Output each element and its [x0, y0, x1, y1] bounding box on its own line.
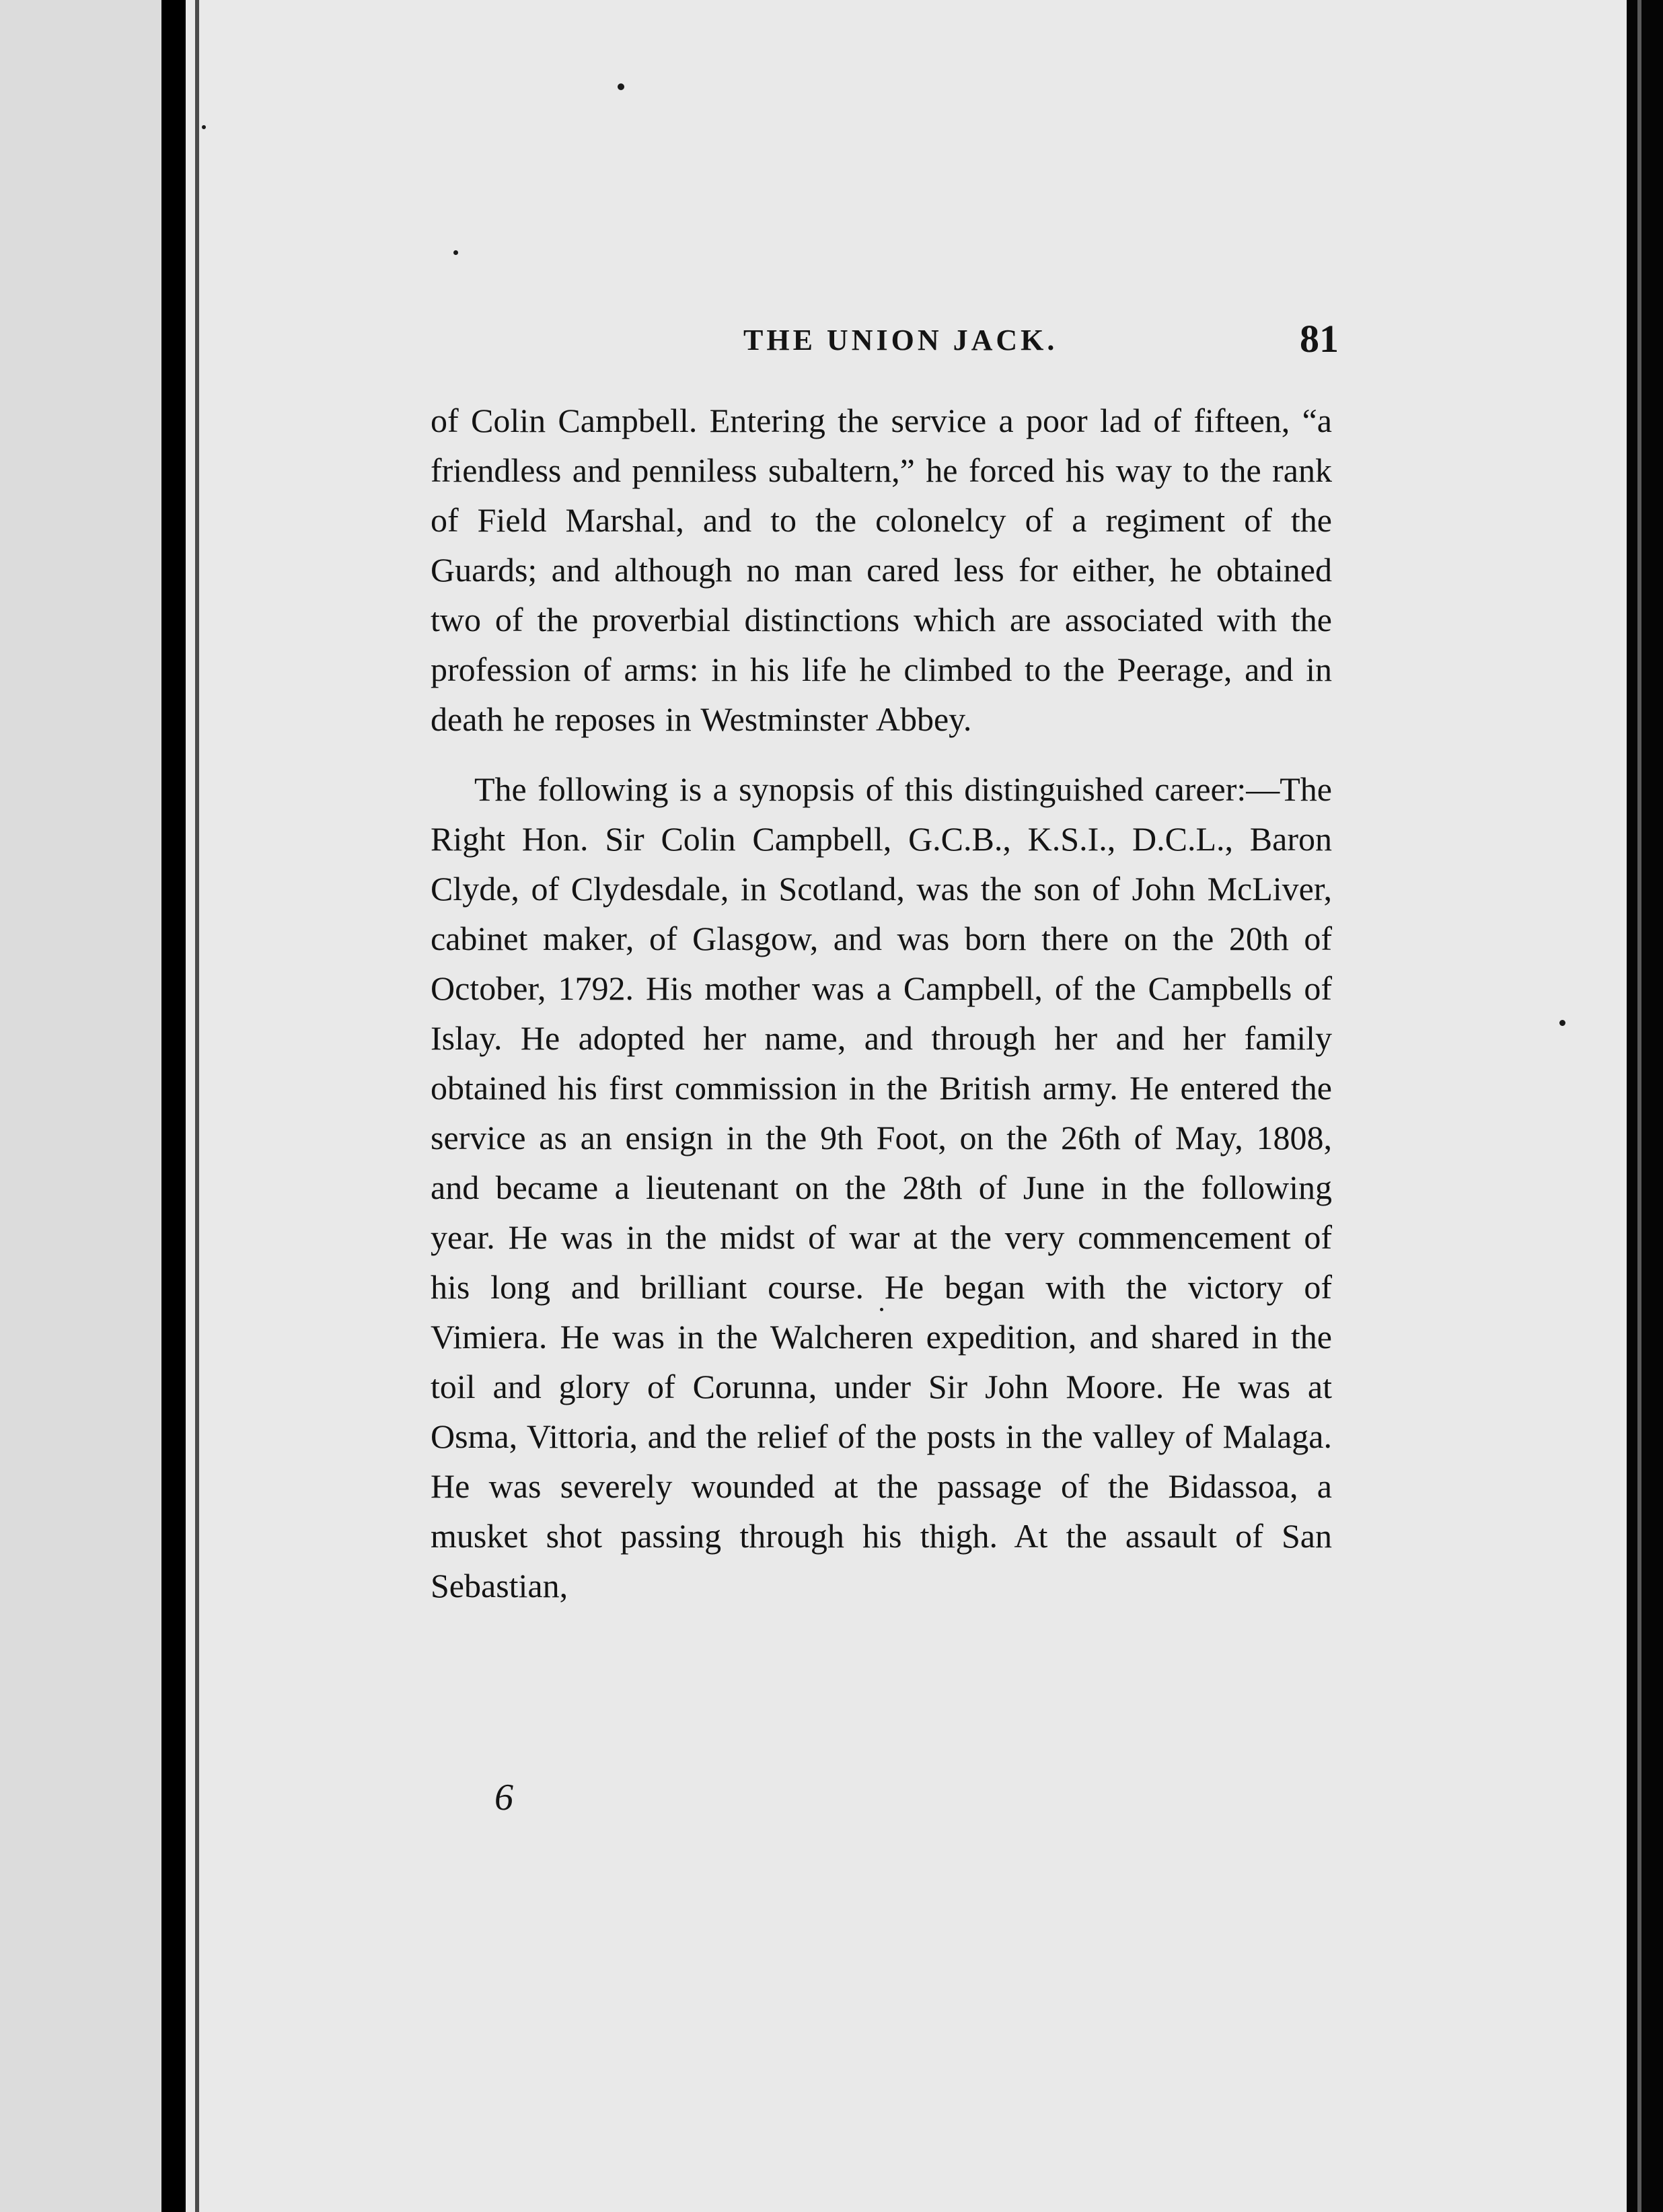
- paragraph-2: The following is a synopsis of this distinguished career:—The Right Hon. Sir Colin Campbell, G.C.B., K.S.I., D.C.L., Baron Clyde, of Clydesdale, in Scotland, was the son of John McLiver, cabinet maker, of Glasgow, and was born there on the 20th of October, 1792. His mother was a Campbell, of the Campbells of Islay. He adopted her name, and through her and her family obtained his first commission in the British army. He entered the service as an ensign in the 9th Foot, on the 26th of May, 1808, and became a lieutenant on the 28th of June in the following year. He was in the midst of war at the very commencement of his long and brilliant course. He began with the victory of Vimiera. He was in the Walcheren expedition, and shared in the toil and glory of Corunna, under Sir John Moore. He was at Osma, Vittoria, and the relief of the posts in the valley of Malaga. He was severely wounded at the passage of the Bidassoa, a musket shot passing through his thigh. At the assault of San Sebastian,: [431, 770, 1332, 1605]
- body-text: [431, 396, 1332, 1611]
- running-header: [431, 316, 1339, 370]
- dust-speck: [618, 83, 624, 90]
- spine-shadow: [161, 0, 186, 2212]
- running-title: THE UNION JACK.: [743, 324, 1058, 357]
- right-page-edge: [1627, 0, 1663, 2212]
- spine-inner-line: [195, 0, 199, 2212]
- dust-speck: [202, 125, 206, 129]
- signature-mark: 6: [494, 1777, 513, 1818]
- right-edge-inner-line: [1637, 0, 1641, 2212]
- binding-edge: [0, 0, 161, 2212]
- page-number: 81: [1300, 317, 1339, 361]
- paragraph-1: of Colin Campbell. Entering the service a poor lad of fifteen, “a friendless and penniless subaltern,” he forced his way to the rank of Field Marshal, and to the colonelcy of a regiment of the Guards; and although no man cared less for either, he obtained two of the proverbial distinctions which are associated with the profession of arms: in his life he climbed to the Peerage, and in death he reposes in Westminster Abbey.: [431, 402, 1332, 738]
- dust-speck: [453, 250, 458, 255]
- dust-speck: [1559, 1020, 1565, 1026]
